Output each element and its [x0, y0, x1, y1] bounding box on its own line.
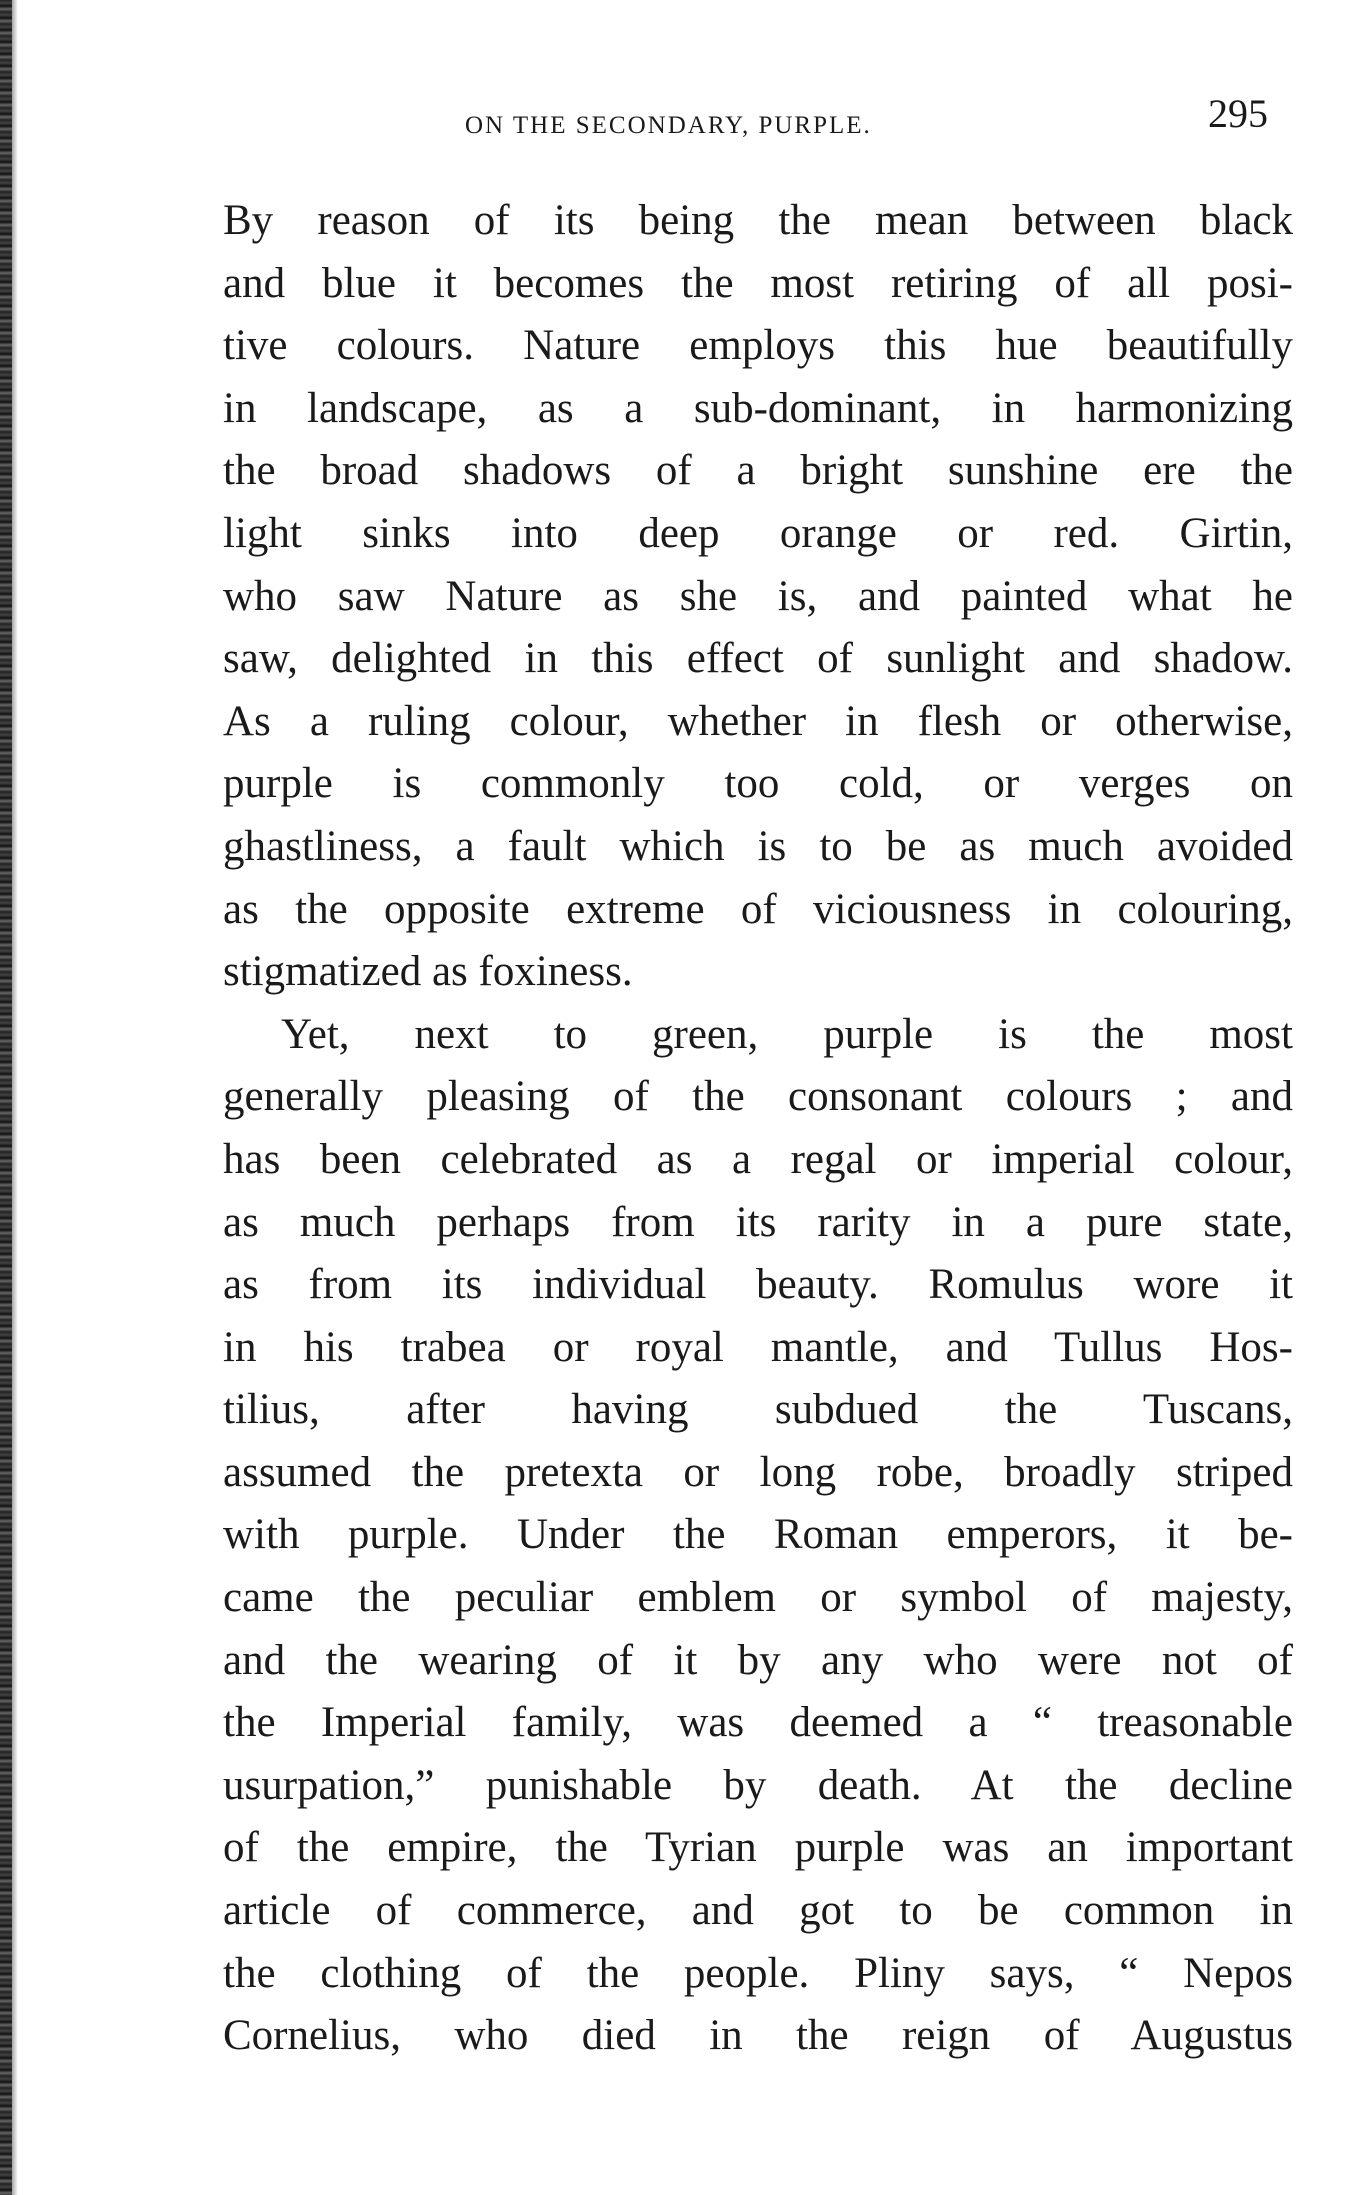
text-line: usurpation,” punishable by death. At the decline	[223, 1761, 1293, 1809]
text-line: as from its individual beauty. Romulus wore it	[223, 1261, 1293, 1309]
text-line: of the empire, the Tyrian purple was an important	[223, 1824, 1293, 1872]
text-line: as much perhaps from its rarity in a pure state,	[223, 1198, 1293, 1246]
text-line: tilius, after having subdued the Tuscans,	[223, 1386, 1293, 1434]
page-number: 295	[1208, 91, 1268, 136]
text-line: who saw Nature as she is, and painted what he	[223, 572, 1293, 620]
text-line: the clothing of the people. Pliny says, “ Nepos	[223, 1949, 1293, 1997]
text-line: light sinks into deep orange or red. Girtin,	[223, 509, 1293, 557]
paragraph-1	[223, 190, 1293, 1004]
text-line: generally pleasing of the consonant colours ; and	[223, 1073, 1293, 1121]
text-line: ghastliness, a fault which is to be as much avoided	[223, 822, 1293, 870]
book-binding-edge	[0, 0, 12, 2195]
text-line: article of commerce, and got to be common in	[223, 1887, 1293, 1935]
text-line: purple is commonly too cold, or verges on	[223, 760, 1293, 808]
text-line: tive colours. Nature employs this hue beautifully	[223, 322, 1293, 370]
text-line: in his trabea or royal mantle, and Tullus Hos-	[223, 1323, 1293, 1371]
text-line: came the peculiar emblem or symbol of majesty,	[223, 1574, 1293, 1622]
text-line: as the opposite extreme of viciousness in colouring,	[223, 885, 1293, 933]
text-line: the broad shadows of a bright sunshine ere the	[223, 447, 1293, 495]
text-line: saw, delighted in this effect of sunlight and shadow.	[223, 635, 1293, 683]
running-head: ON THE SECONDARY, PURPLE.	[465, 112, 872, 139]
text-line: and the wearing of it by any who were not of	[223, 1636, 1293, 1684]
text-line: assumed the pretexta or long robe, broadly striped	[223, 1448, 1293, 1496]
body-text	[223, 190, 1293, 2068]
paragraph-2	[223, 1004, 1293, 2068]
text-line: Yet, next to green, purple is the most	[281, 1010, 1293, 1058]
text-line: By reason of its being the mean between black	[223, 197, 1293, 244]
text-line: and blue it becomes the most retiring of all posi-	[223, 259, 1293, 307]
text-line: stigmatized as foxiness.	[223, 948, 633, 996]
text-line: Cornelius, who died in the reign of Augustus	[223, 2012, 1293, 2060]
text-line: in landscape, as a sub-dominant, in harmonizing	[223, 384, 1293, 432]
text-line: the Imperial family, was deemed a “ treasonable	[223, 1699, 1293, 1747]
text-line: As a ruling colour, whether in flesh or otherwise,	[223, 697, 1293, 745]
text-line: with purple. Under the Roman emperors, it be-	[223, 1511, 1293, 1559]
text-line: has been celebrated as a regal or imperial colour,	[223, 1135, 1293, 1183]
binding-shadow	[12, 0, 18, 2195]
